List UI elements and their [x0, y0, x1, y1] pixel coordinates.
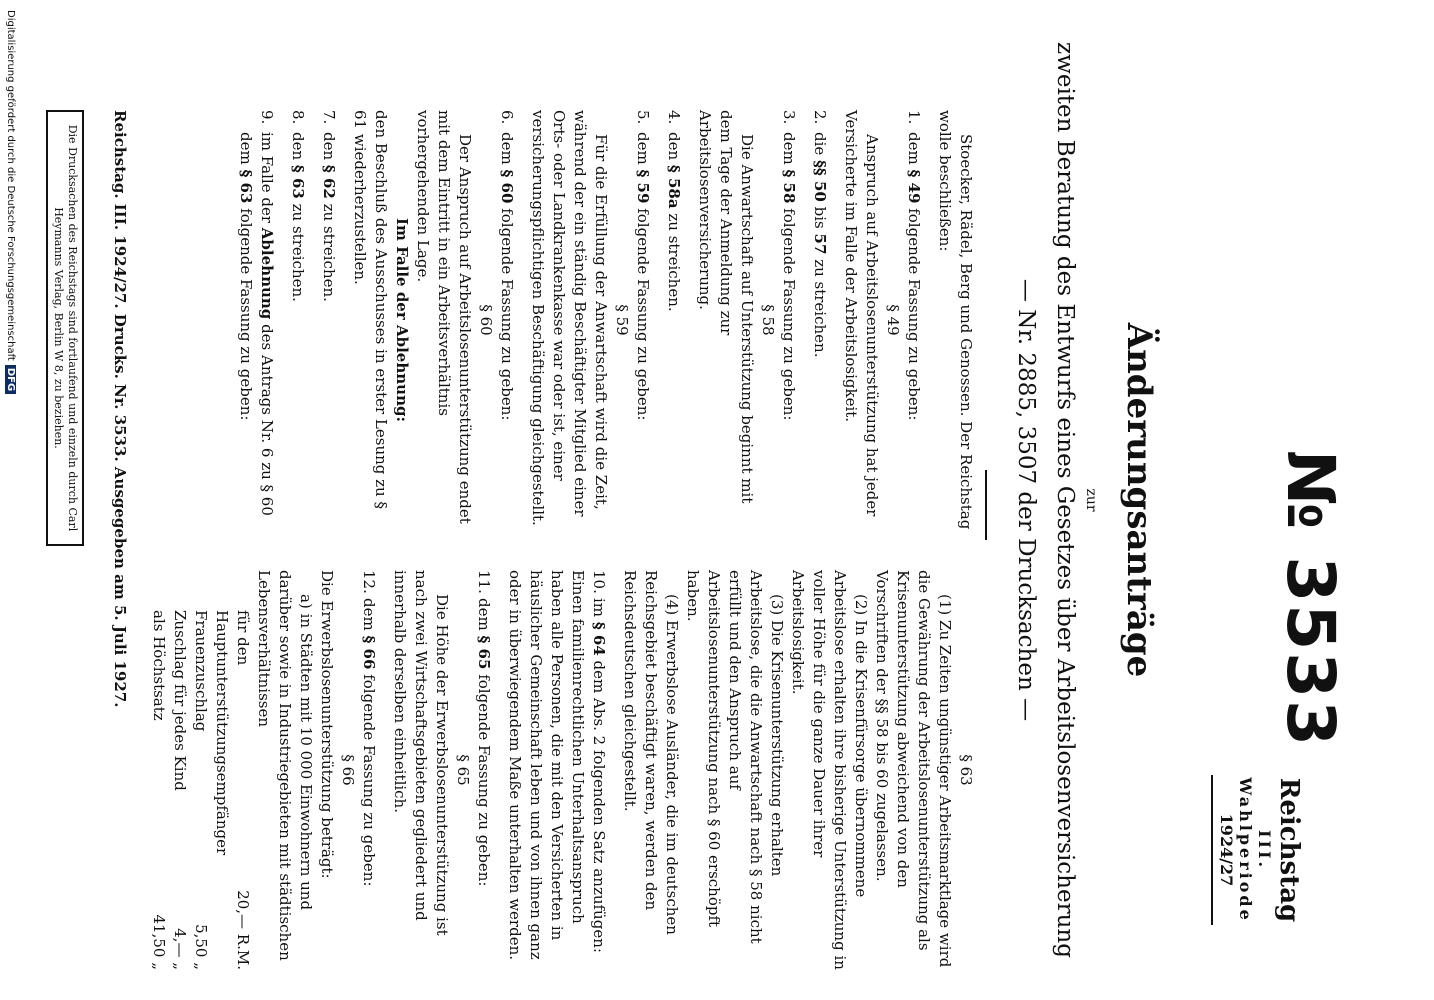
reichstag-header — [1211, 760, 1304, 940]
para-66-heading: § 66 — [339, 754, 357, 786]
rate-row-wife: Frauenzuschlag 5,50 „ — [192, 610, 210, 970]
ablehnung-body: den Beschluß des Ausschusses in erster Lesung zu § 61 wiederherzustellen. — [351, 110, 390, 509]
para-65-body: Die Höhe der Erwerbslosenunterstützung ist nach zwei Wirtschaftsgebieten gegliedert und innerhalb derselben einheitlich. — [391, 570, 451, 936]
para-63-p4: (4) Erwerbslose Ausländer, die im deutschen Reichsgebiet beschäftigt waren, werden den Reichsdeutschen gleichgestellt. — [621, 570, 681, 935]
item-6: 6. dem § 60 folgende Fassung zu geben: — [498, 110, 516, 421]
left-column — [235, 110, 976, 530]
rate-row-child: Zuschlag für jedes Kind 4,— „ — [171, 610, 189, 970]
right-column — [148, 570, 976, 970]
title-divider — [985, 470, 987, 540]
item-4: 4. den § 58a zu streichen. — [665, 110, 683, 312]
item-8: 8. den § 63 zu streichen. — [289, 110, 307, 302]
item-10: 10. im § 64 dem Abs. 2 folgenden Satz anzufügen: — [590, 570, 608, 953]
para-66-a: a) in Städten mit 10 000 Einwohnern und darüber sowie in Industriegebieten mit städtischen Lebensverhältnissen — [255, 570, 315, 961]
document-number: № 3533 — [1272, 450, 1349, 749]
ablehnung-heading: Im Falle der Ablehnung: — [393, 218, 411, 422]
rate-row-max: als Höchstsatz 41,50 „ — [150, 610, 168, 970]
para-59-body: Für die Erfüllung der Anwartschaft wird die Zeit, während der ein ständig Beschäftigter Mitglied einer Orts- oder Landkrankenkasse war oder ist, einer versicherungspflichtigen Beschäftigung gleichgestellt. — [529, 110, 610, 526]
rate-row-main: für den Hauptunterstützungsempfänger 20,— R.M. — [213, 610, 252, 970]
para-66-intro: Die Erwerbslosenunterstützung beträgt: — [318, 570, 336, 879]
dfg-credit: Digitalisierung gefördert durch die Deutsche ForschungsgemeinschaftDFG — [5, 10, 16, 394]
para-60-body: Der Anspruch auf Arbeitslosenunterstützung endet mit dem Eintritt in ein Arbeitsverhältnis vorhergehenden Lage. — [414, 110, 474, 524]
item-12: 12. dem § 66 folgende Fassung zu geben: — [360, 570, 378, 887]
intro: Stoecker, Rädel, Berg und Genossen. Der Reichstag wolle beschließen: — [936, 110, 975, 530]
para-63-heading: § 63 — [957, 754, 975, 786]
para-63-p3: (3) Die Krisenunterstützung erhalten Arbeitslose, die die Anwartschaft nach § 58 nicht erfüllt und den Anspruch auf Arbeitslosenunterstützung nach § 60 erschöpft haben. — [684, 570, 786, 944]
para-59-heading: § 59 — [613, 304, 631, 336]
dfg-logo: DFG — [5, 365, 16, 394]
header-rule — [1211, 775, 1213, 925]
subtitle-2: — Nr. 2885, 3507 der Drucksachen — — [1013, 278, 1039, 722]
item-1: 1. dem § 49 folgende Fassung zu geben: — [905, 110, 923, 421]
para-58-heading: § 58 — [759, 304, 777, 336]
reichstag-years: 1924/27 — [1217, 813, 1236, 887]
subtitle-1: zweiten Beratung des Entwurfs eines Gesetzes über Arbeitslosenversicherung — [1052, 42, 1078, 958]
item-9: 9. im Falle der Ablehnung des Antrags Nr. 6 zu § 60 dem § 63 folgende Fassung zu geben: — [237, 110, 276, 516]
publisher-notice: Die Drucksachen des Reichstags sind fortlaufend und einzeln durch Carl Heymanns Verlag, Berlin W 8, zu beziehen. — [46, 110, 84, 546]
para-49-body: Anspruch auf Arbeitslosenunterstützung hat jeder Versicherte im Falle der Arbeitslosigkeit. — [842, 110, 881, 517]
document-title: Änderungsanträge — [1119, 322, 1159, 678]
para-65-heading: § 65 — [454, 754, 472, 786]
item-7: 7. den § 62 zu streichen. — [320, 110, 338, 302]
item-5: 5. dem § 59 folgende Fassung zu geben: — [634, 110, 652, 421]
item-2: 2. die §§ 50 bis 57 zu streichen. — [811, 110, 829, 358]
para-60-heading: § 60 — [477, 304, 495, 336]
title-zur: zur — [1083, 488, 1099, 512]
item-11: 11. dem § 65 folgende Fassung zu geben: — [475, 570, 493, 887]
para-49-heading: § 49 — [884, 304, 902, 336]
item-3: 3. dem § 58 folgende Fassung zu geben: — [780, 110, 798, 421]
para-63-p1: (1) Zu Zeiten ungünstiger Arbeitsmarktlage wird die Gewährung der Arbeitslosenunterstützung als Krisenunterstützung abweichend von den Vorschriften der §§ 58 bis 60 zugelassen. — [873, 570, 954, 968]
reichstag-period: III. Wahlperiode — [1236, 777, 1274, 923]
para-63-p2: (2) In die Krisenfürsorge übernommene Arbeitslose erhalten ihre bisherige Unterstützung in voller Höhe für die ganze Dauer ihrer Arbeitslosigkeit. — [789, 570, 870, 970]
footer-line: Reichstag. III. 1924/27. Drucks. Nr. 3533. Ausgegeben am 5. Juli 1927. — [111, 110, 129, 708]
item-10-body: Einen familienrechtlichen Unterhaltsanspruch haben alle Personen, die mit den Versicherten in häuslicher Gemeinschaft leben und von ihnen ganz oder in überwiegendem Maße unterhalten werden. — [506, 570, 587, 960]
para-58-body: Die Anwartschaft auf Unterstützung beginnt mit dem Tage der Anmeldung zur Arbeitslosenversicherung. — [696, 110, 756, 504]
reichstag-name: Reichstag — [1274, 777, 1304, 923]
